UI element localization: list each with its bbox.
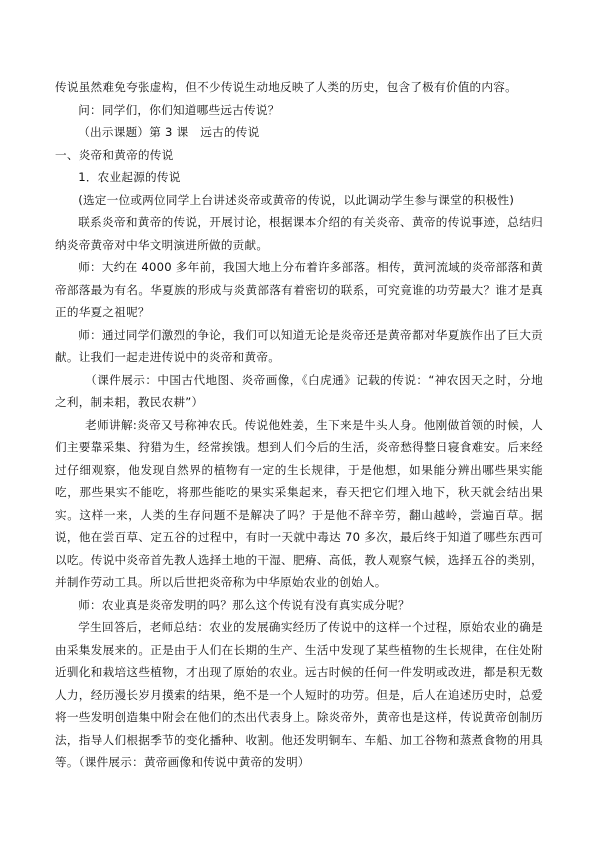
paragraph-courseware-1: （课件展示：中国古代地图、炎帝画像，《白虎通》记载的传说：“神农因天之时，分地之利，制耒耜，教民农耕”）	[55, 372, 543, 409]
subsection-heading: 1．农业起源的传说	[78, 170, 181, 184]
paragraph-activity-note: (选定一位或两位同学上台讲述炎帝或黄帝的传说，以此调动学生参与课堂的积极性)	[78, 192, 515, 207]
paragraph-teacher-explanation: 老师讲解:炎帝又号称神农氏。传说他姓姜，生下来是牛头人身。他刚做首领的时候，人们主要靠采集、狩猎为生，经常挨饿。想到人们今后的生活，炎帝愁得整日寝食难安。后来经过仔细观察，他发现自然界的植物有一定的生长规律，于是他想，如果能分辨出哪些果实能吃，那些果实不能吃，将那些能吃的果实采集起来，春天把它们埋入地下，秋天就会结出果实。这样一来，人类的生存问题不是解决了吗？于是他不辞辛劳，翻山越岭，尝遍百草。据说，他在尝百草、定五谷的过程中，有时一天就中毒达 70 多次，最后终于知道了哪些东西可以吃。传说中炎帝首先教人选择土地的干湿、肥瘠、高低，教人观察气候，选择五谷的类别，并制作劳动工具。所以后世把炎帝称为中华原始农业的创始人。	[55, 417, 543, 589]
paragraph-conclusion: 学生回答后，老师总结：农业的发展确实经历了传说中的这样一个过程，原始农业的确是由采集发展来的。正是由于人们在长期的生产、生活中发现了某些植物的生长规律，在住处附近驯化和栽培这些植物，才出现了原始的农业。远古时候的任何一件发明或改进，都是积无数人力，经历漫长岁月摸索的结果，绝不是一个人短时的功劳。但是，后人在追述历史时，总爱将一些发明创造集中附会在他们的杰出代表身上。除炎帝外，黄帝也是这样，传说黄帝创制历法，指导人们根据季节的变化播种、收割。他还发明铜车、车船、加工谷物和蒸煮食物的用具等。（课件展示：黄帝画像和传说中黄帝的发明）	[55, 620, 543, 769]
section-heading: 一、炎帝和黄帝的传说	[55, 147, 174, 162]
paragraph-question-2: 师：农业真是炎帝发明的吗？那么这个传说有没有真实成分呢？	[78, 597, 410, 612]
paragraph-teacher-summary: 师：通过同学们激烈的争论，我们可以知道无论是炎帝还是黄帝都对华夏族作出了巨大贡献。让我们一起走进传说中的炎帝和黄帝。	[55, 327, 543, 364]
lesson-title: （出示课题）第 3 课 远古的传说	[78, 125, 260, 139]
document-body	[55, 76, 543, 774]
paragraph-intro: 传说虽然难免夸张虚构，但不少传说生动地反映了人类的历史，包含了极有价值的内容。	[55, 80, 517, 94]
paragraph-discussion: 联系炎帝和黄帝的传说，开展讨论，根据课本介绍的有关炎帝、黄帝的传说事迹，总结归纳炎帝黄帝对中华文明演进所做的贡献。	[55, 215, 543, 252]
paragraph-teacher-intro: 师：大约在 4000 多年前，我国大地上分布着许多部落。相传，黄河流域的炎帝部落和黄帝部落最为有名。华夏族的形成与炎黄部落有着密切的联系，可究竟谁的功劳最大？谁才是真正的华夏之祖呢？	[55, 260, 543, 319]
paragraph-question: 问：同学们，你们知道哪些远古传说？	[78, 102, 280, 117]
